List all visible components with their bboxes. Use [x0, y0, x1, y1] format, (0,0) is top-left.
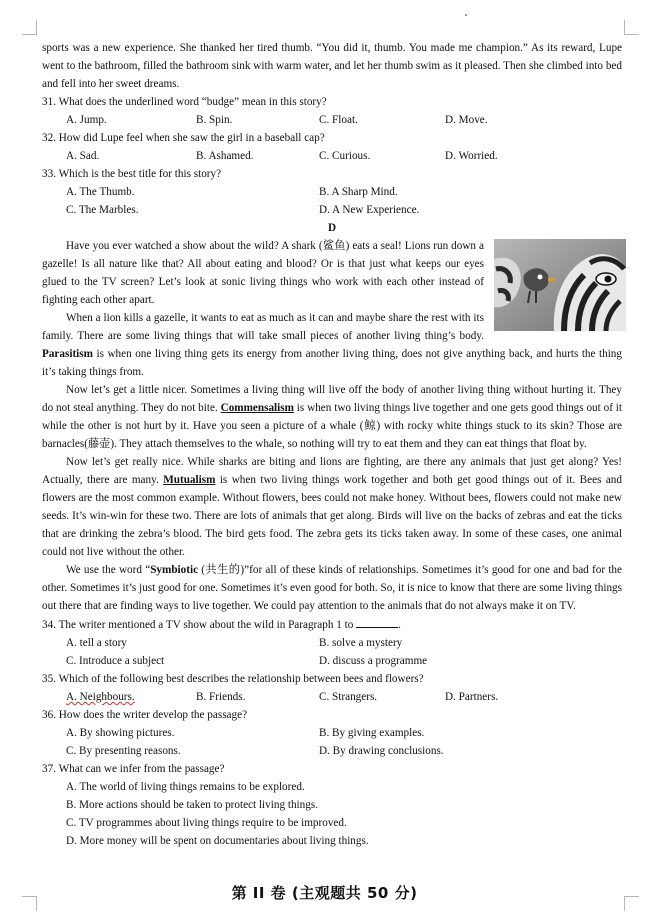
option-d[interactable]: D. Worried. — [445, 150, 498, 162]
option-d[interactable]: D. By drawing conclusions. — [319, 745, 444, 757]
question-34: 34. The writer mentioned a TV show about the wild in Paragraph 1 to . — [42, 615, 622, 634]
option-a[interactable]: A. tell a story — [66, 637, 127, 649]
passage-d-paragraph-5: We use the word “Symbiotic (共生的)”for all of these kinds of relationships. Sometimes it’s good for one and bad for the other. Sometimes it’s just good for one. Sometimes it’s even good for both. So, it is nice to know that there are some living things out there that are finding ways to live together. We could pay attention to the animals that do not always make it on TV. — [42, 564, 622, 612]
term-mutualism: Mutualism — [163, 474, 216, 486]
term-symbiotic: Symbiotic — [150, 564, 199, 576]
passage-d-paragraph-1: Have you ever watched a show about the wild? A shark (鲨鱼) eats a seal! Lions run down a gazelle! Is all nature like that? All about eating and blood? Or is that just what keeps our eyes glued to the TV screen? Let’s look at sonic living things who work with each other instead of fighting each other apart. — [42, 240, 484, 306]
option-a[interactable]: A. Jump. — [66, 114, 107, 126]
option-b[interactable]: B. Spin. — [196, 114, 233, 126]
passage-d-paragraph-4: Now let’s get really nice. While sharks are biting and lions are fighting, are there any animals that just get along? Yes! Actually, there are many. Mutualism is when two living things work together and both get good things out of it. Bees and flowers are the most common example. Without flowers, bees could not make honey. Without bees, flowers could not make new seeds. It’s win-win for these two. There are lots of animals that get along. Birds will live on the backs of zebras and eat the ticks that are drinking the zebra’s blood. The bird gets food. The zebra gets its ticks taken away. In some of these cases, one animal could not live without the other. — [42, 456, 622, 558]
question-36-options-row2 — [42, 742, 622, 760]
answer-blank[interactable] — [356, 615, 398, 628]
question-33: 33. Which is the best title for this story? — [42, 168, 222, 180]
term-commensalism: Commensalism — [220, 402, 294, 414]
page-dot — [465, 14, 467, 16]
option-b[interactable]: B. More actions should be taken to protect living things. — [66, 799, 318, 811]
question-34-options-row2 — [42, 652, 622, 670]
question-31-options — [42, 111, 622, 129]
option-c[interactable]: C. TV programmes about living things require to be improved. — [66, 817, 347, 829]
option-b[interactable]: B. By giving examples. — [319, 727, 425, 739]
option-c[interactable]: C. Introduce a subject — [66, 655, 165, 667]
question-32-options — [42, 147, 622, 165]
question-35-options — [42, 688, 622, 706]
passage-d-paragraph-3: Now let’s get a little nicer. Sometimes a living thing will live off the body of another living thing without hurting it. They do not steal anything. They do not bite. Commensalism is when two living things live together and one gets good things out of it while the other is not hurt by it. Have you seen a picture of a whale (鲸) with rocky white things stuck to its skin? Those are barnacles(藤壶). They attach themselves to the whale, so nothing will try to eat them and they can eat things that float by. — [42, 384, 623, 450]
crop-mark-top-left — [22, 20, 37, 35]
zebra-bird-illustration-icon — [494, 239, 626, 331]
option-d[interactable]: D. Partners. — [445, 691, 499, 703]
exam-page — [42, 39, 622, 850]
section-d-heading: D — [327, 222, 337, 234]
option-b[interactable]: B. solve a mystery — [319, 637, 403, 649]
question-32: 32. How did Lupe feel when she saw the girl in a baseball cap? — [42, 132, 325, 144]
passage-c-ending: sports was a new experience. She thanked her tired thumb. “You did it, thumb. You made me champion.” As its reward, Lupe went to the bathroom, filled the bathroom sink with warm water, and let her thumb swim as it pleased. Then she climbed into bed and fell into her sweet dreams. — [42, 42, 623, 90]
option-a[interactable]: A. The world of living things remains to be explored. — [66, 781, 305, 793]
option-d[interactable]: D. discuss a programme — [319, 655, 428, 667]
option-a[interactable]: A. The Thumb. — [66, 186, 135, 198]
question-33-options-row1 — [42, 183, 622, 201]
option-c[interactable]: C. Curious. — [319, 150, 371, 162]
passage-d-paragraph-2: When a lion kills a gazelle, it wants to eat as much as it can and maybe share the rest with its family. There are some living things that will take small pieces of another living thing’s body. Parasitism is when one living thing gets its energy from another living thing, does not give anything back, and hurts the thing it’s taking things from. — [42, 312, 622, 378]
option-c[interactable]: C. By presenting reasons. — [66, 745, 181, 757]
option-a[interactable]: A. Neighbours. — [66, 691, 135, 703]
option-a[interactable]: A. Sad. — [66, 150, 100, 162]
question-36-options-row1 — [42, 724, 622, 742]
question-31: 31. What does the underlined word “budge” mean in this story? — [42, 96, 327, 108]
question-34-options-row1 — [42, 634, 622, 652]
option-b[interactable]: B. A Sharp Mind. — [319, 186, 398, 198]
question-33-options-row2 — [42, 201, 622, 219]
crop-mark-top-right — [624, 20, 639, 35]
option-c[interactable]: C. Float. — [319, 114, 358, 126]
option-c[interactable]: C. Strangers. — [319, 691, 378, 703]
option-a[interactable]: A. By showing pictures. — [66, 727, 175, 739]
question-36: 36. How does the writer develop the passage? — [42, 709, 248, 721]
question-35: 35. Which of the following best describes the relationship between bees and flowers? — [42, 673, 424, 685]
part-two-heading: 第 II 卷 (主观题共 50 分) — [231, 884, 418, 902]
option-d[interactable]: D. More money will be spent on documentaries about living things. — [66, 835, 369, 847]
question-37: 37. What can we infer from the passage? — [42, 763, 225, 775]
option-b[interactable]: B. Friends. — [196, 691, 246, 703]
option-d[interactable]: D. Move. — [445, 114, 488, 126]
option-c[interactable]: C. The Marbles. — [66, 204, 139, 216]
option-d[interactable]: D. A New Experience. — [319, 204, 420, 216]
option-b[interactable]: B. Ashamed. — [196, 150, 254, 162]
term-parasitism: Parasitism — [42, 348, 93, 360]
